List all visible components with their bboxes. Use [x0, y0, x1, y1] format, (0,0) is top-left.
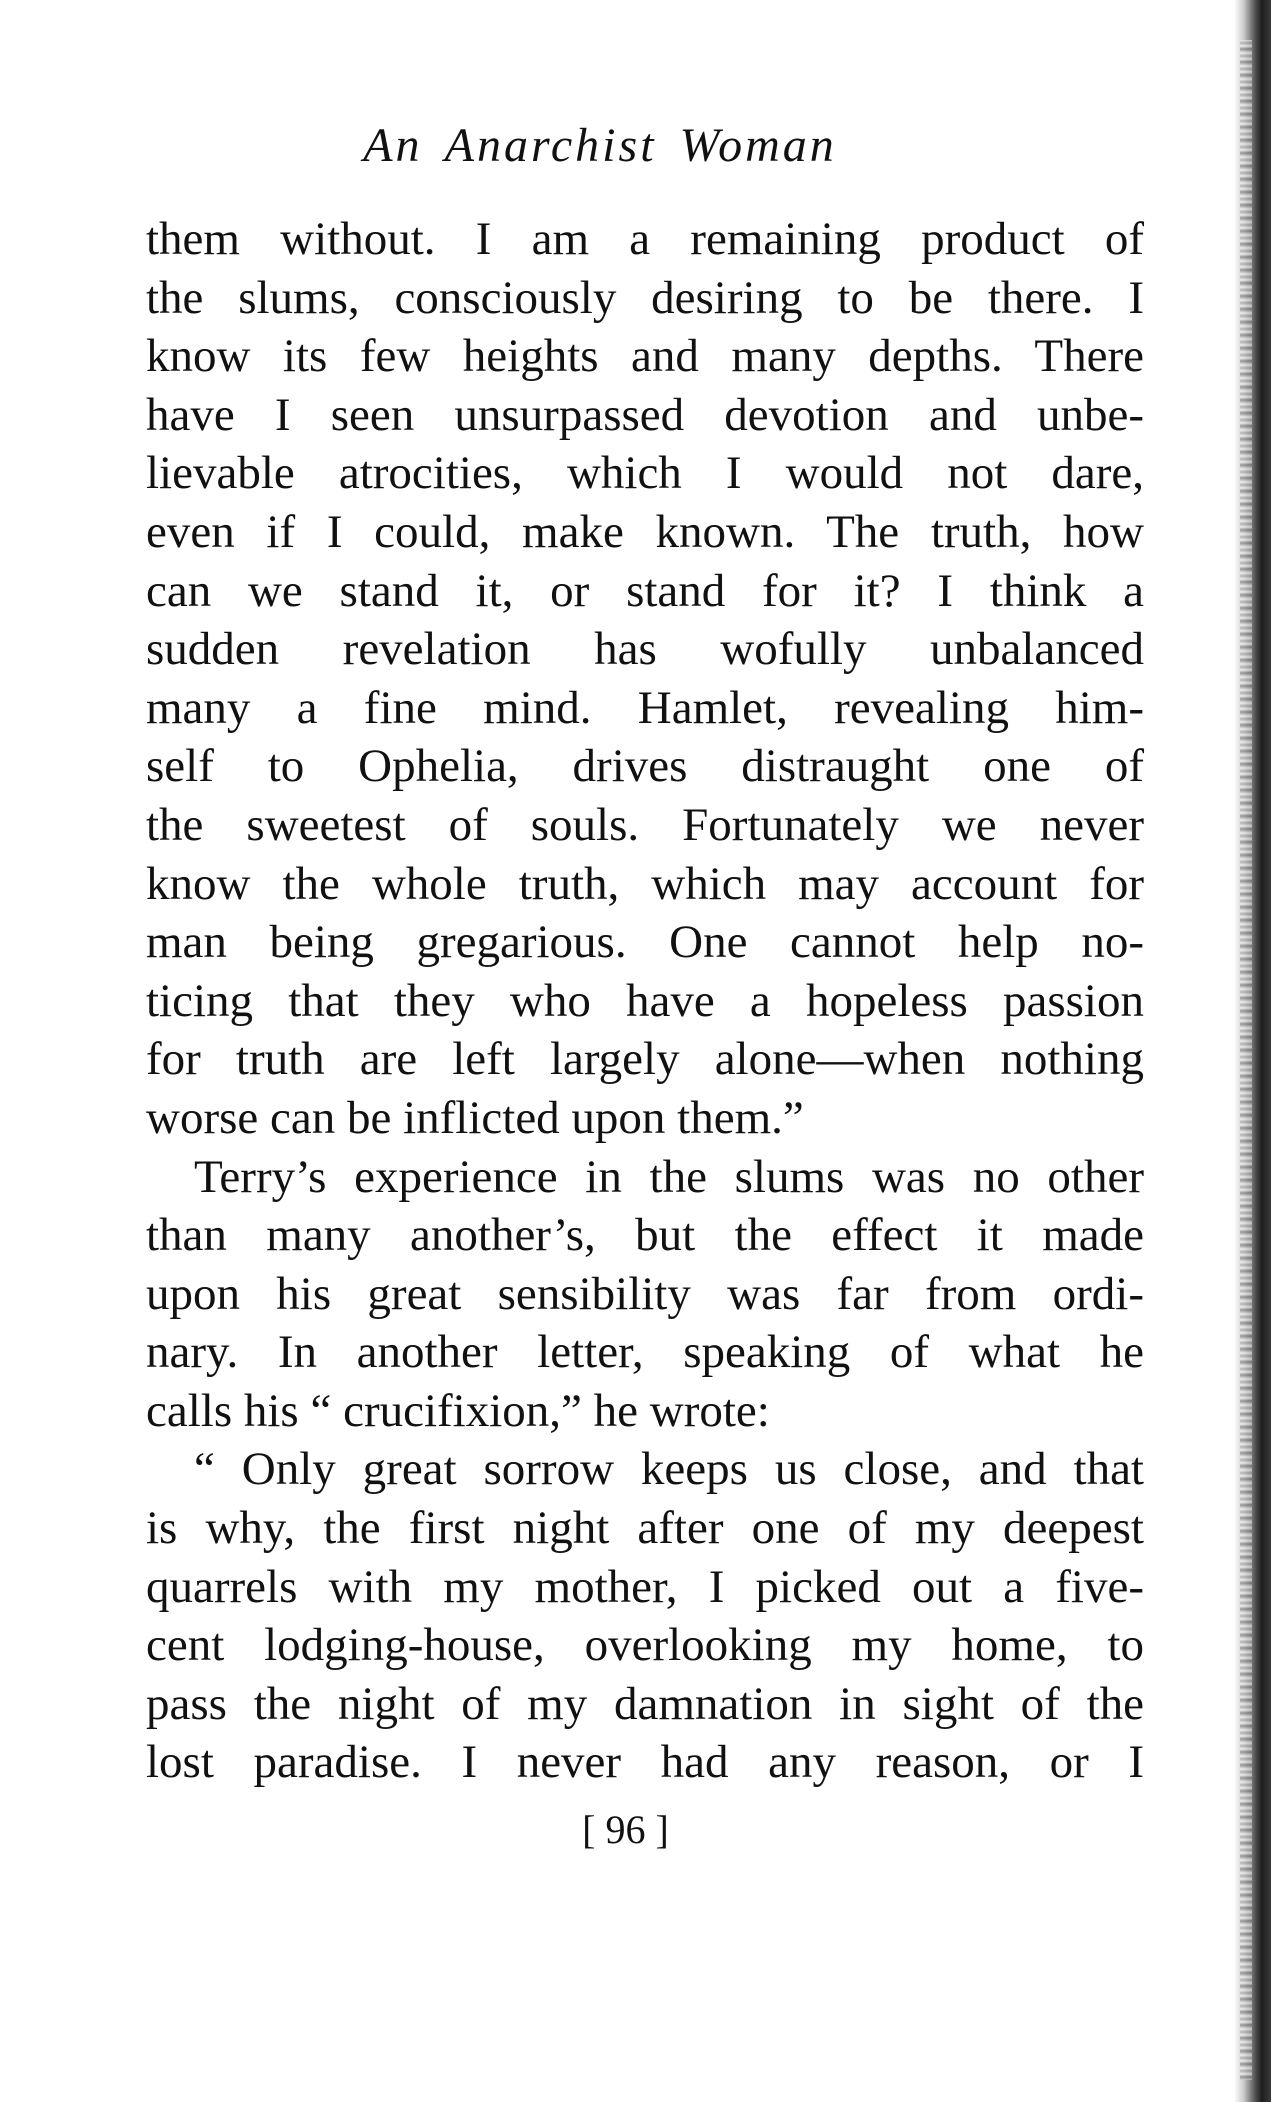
text-line: upon his great sensibility was far from ordi- — [146, 1267, 1144, 1320]
text-line: than many another’s, but the effect it made — [146, 1209, 1144, 1262]
text-line: them without. I am a remaining product of — [146, 213, 1144, 265]
text-line: “ Only great sorrow keeps us close, and that — [194, 1443, 1144, 1496]
text-line: even if I could, make known. The truth, how — [146, 505, 1144, 558]
text-line: have I seen unsurpassed devotion and unbe- — [146, 388, 1144, 441]
text-line: the sweetest of souls. Fortunately we never — [146, 798, 1144, 851]
text-line: lost paradise. I never had any reason, or I — [146, 1736, 1144, 1789]
text-line: is why, the first night after one of my deepest — [146, 1502, 1144, 1555]
page-edge-texture — [1240, 40, 1252, 2080]
text-line: nary. In another letter, speaking of what he — [146, 1326, 1144, 1379]
text-line: ticing that they who have a hopeless passion — [146, 974, 1144, 1027]
page-number: [ 96 ] — [582, 1807, 669, 1852]
text-line: quarrels with my mother, I picked out a five- — [146, 1560, 1144, 1613]
text-line: pass the night of my damnation in sight of the — [146, 1677, 1144, 1730]
text-line: man being gregarious. One cannot help no- — [146, 916, 1144, 969]
running-head: An Anarchist Woman — [363, 119, 837, 172]
text-line: know its few heights and many depths. There — [146, 330, 1144, 383]
text-line: for truth are left largely alone—when nothing — [146, 1033, 1144, 1086]
text-line: the slums, consciously desiring to be there. I — [146, 271, 1144, 324]
text-line: cent lodging-house, overlooking my home, to — [146, 1619, 1144, 1672]
body-text — [146, 210, 1144, 1792]
text-line: calls his “ crucifixion,” he wrote: — [146, 1384, 770, 1437]
text-line: sudden revelation has wofully unbalanced — [146, 623, 1144, 676]
text-line: worse can be inflicted upon them.” — [146, 1091, 804, 1144]
text-line: Terry’s experience in the slums was no other — [194, 1150, 1144, 1203]
text-line: can we stand it, or stand for it? I think a — [146, 564, 1144, 617]
text-line: many a fine mind. Hamlet, revealing him- — [146, 681, 1144, 734]
text-line: know the whole truth, which may account for — [146, 857, 1144, 910]
text-line: lievable atrocities, which I would not dare, — [146, 447, 1144, 500]
text-line: self to Ophelia, drives distraught one of — [146, 740, 1144, 793]
